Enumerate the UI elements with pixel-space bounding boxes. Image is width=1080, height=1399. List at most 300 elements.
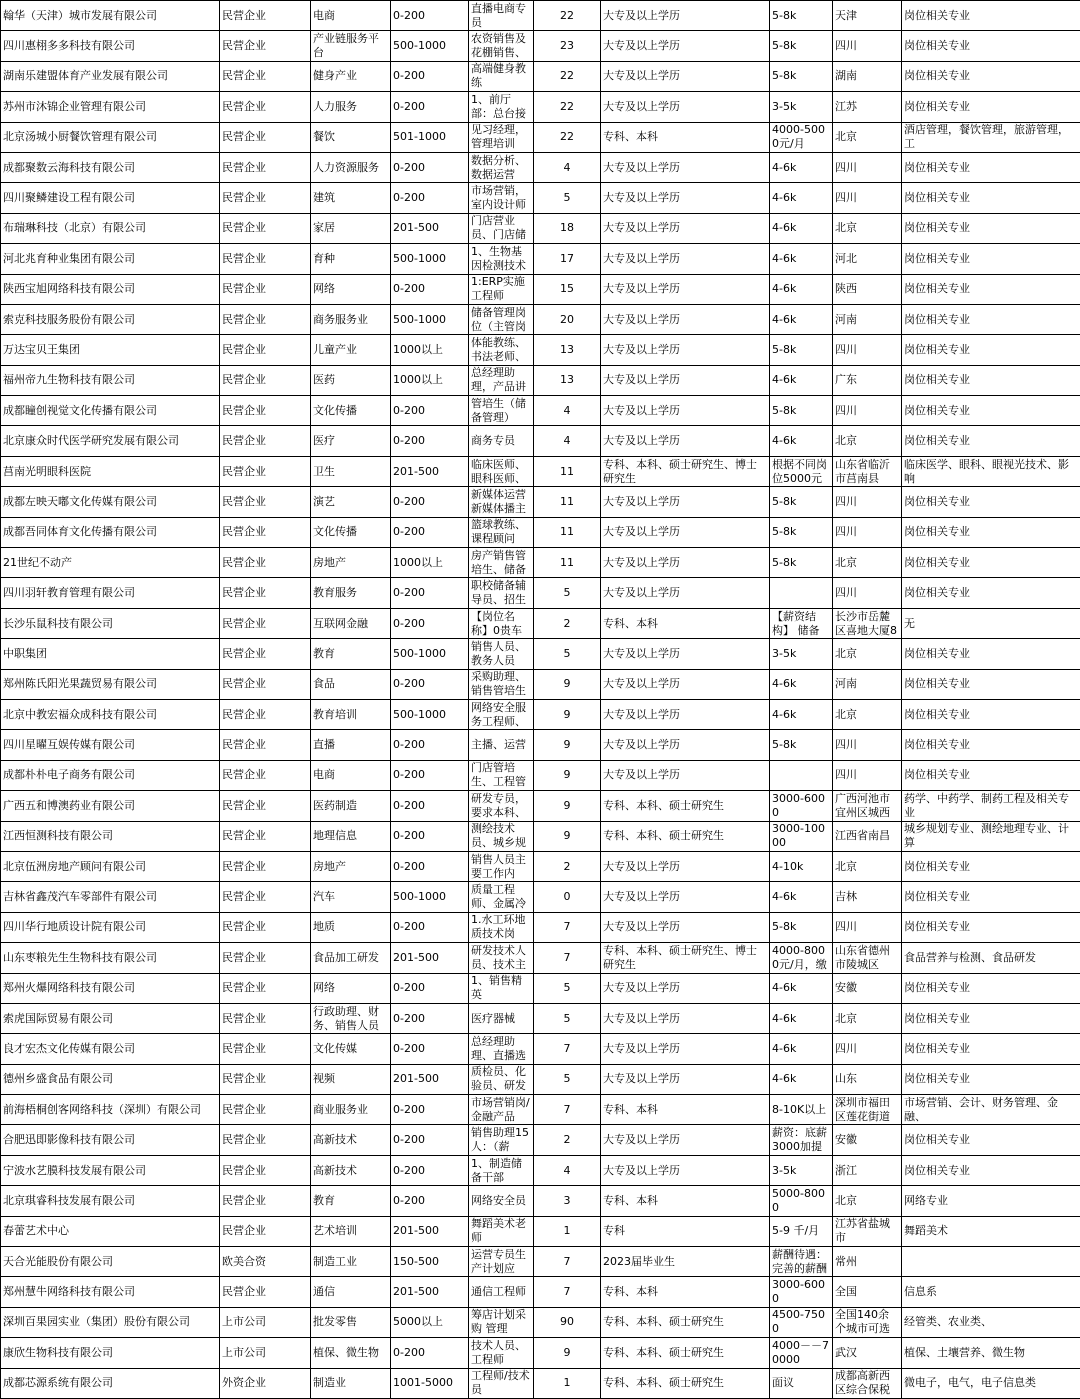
headcount-cell [534,61,601,91]
table-row [1,122,1080,152]
table-row [1,760,1080,790]
industry-cell [311,1125,391,1155]
company-type-cell [220,183,311,213]
cell-text: 网络专业 [904,1194,1078,1208]
cell-text: 专科、本科 [603,1103,767,1117]
position-cell [469,578,534,608]
education-cell [601,1338,770,1368]
location-cell [833,1095,902,1125]
company-type-cell [220,912,311,942]
position-cell [469,1,534,31]
company-type-cell [220,426,311,456]
major-cell [902,669,1080,699]
table-row [1,1034,1080,1064]
cell-text: 广西五和博澳药业有限公司 [3,799,217,813]
cell-text: 1:ERP实施工程师 [471,275,531,303]
major-cell [902,608,1080,638]
cell-text: 陕西 [835,282,899,296]
cell-text: 人力服务 [313,100,388,114]
cell-text: 4000-5000元/月 [772,123,830,151]
position-cell [469,487,534,517]
company-type-cell [220,1064,311,1094]
cell-text: 郑州陈氏阳光果蔬贸易有限公司 [3,677,217,691]
position-cell [469,699,534,729]
salary-cell [770,1155,833,1185]
cell-text: 3-5k [772,100,830,114]
cell-text: 4-6k [772,708,830,722]
cell-text: 北京康众时代医学研究发展有限公司 [3,434,217,448]
company-name-cell [1,1,220,31]
cell-text: 四川 [835,586,899,600]
education-cell [601,1247,770,1277]
location-cell [833,274,902,304]
company-size-cell [391,699,469,729]
cell-text: 职校储备辅导员、招生 [471,579,531,607]
major-cell [902,456,1080,486]
company-size-cell [391,274,469,304]
table-row [1,882,1080,912]
cell-text: 岗位相关专业 [904,373,1078,387]
location-cell [833,882,902,912]
education-cell [601,760,770,790]
cell-text: 北京 [835,647,899,661]
headcount-cell [534,912,601,942]
company-name-cell [1,943,220,973]
cell-text: 5 [536,981,598,995]
headcount-cell [534,1247,601,1277]
education-cell [601,851,770,881]
salary-cell [770,608,833,638]
cell-text: 大专及以上学历 [603,100,767,114]
location-cell [833,973,902,1003]
salary-cell [770,487,833,517]
industry-cell [311,791,391,821]
cell-text: 岗位相关专业 [904,860,1078,874]
company-type-cell [220,608,311,638]
position-cell [469,608,534,638]
cell-text: 大专及以上学历 [603,677,767,691]
company-size-cell [391,517,469,547]
location-cell [833,1216,902,1246]
industry-cell [311,31,391,61]
company-name-cell [1,183,220,213]
salary-cell [770,244,833,274]
cell-text: 四川 [835,404,899,418]
cell-text: 201-500 [393,1285,466,1299]
company-type-cell [220,517,311,547]
position-cell [469,1338,534,1368]
position-cell [469,1155,534,1185]
cell-text: 4-6k [772,282,830,296]
table-row [1,456,1080,486]
position-cell [469,882,534,912]
headcount-cell [534,699,601,729]
education-cell [601,973,770,1003]
position-cell [469,244,534,274]
headcount-cell [534,31,601,61]
cell-text: 郑州慧牛网络科技有限公司 [3,1285,217,1299]
cell-text: 民营企业 [222,951,308,965]
cell-text: 电商 [313,768,388,782]
cell-text: 河北 [835,252,899,266]
salary-cell [770,183,833,213]
cell-text: 4-6k [772,677,830,691]
cell-text: 大专及以上学历 [603,920,767,934]
cell-text: 家居 [313,221,388,235]
cell-text: 7 [536,1255,598,1269]
location-cell [833,304,902,334]
cell-text: 北京琪睿科技发展有限公司 [3,1194,217,1208]
cell-text: 民营企业 [222,39,308,53]
cell-text: 11 [536,495,598,509]
cell-text: 岗位相关专业 [904,343,1078,357]
location-cell [833,912,902,942]
cell-text: 专科、本科、硕士研究生、博士研究生 [603,944,767,972]
cell-text: 河南 [835,677,899,691]
cell-text: 21世纪不动产 [3,556,217,570]
company-name-cell [1,791,220,821]
industry-cell [311,730,391,760]
table-row [1,244,1080,274]
major-cell [902,821,1080,851]
cell-text: 2 [536,617,598,631]
position-cell [469,335,534,365]
major-cell [902,304,1080,334]
cell-text: 4-6k [772,313,830,327]
cell-text: 四川 [835,768,899,782]
cell-text: 郑州火爆网络科技有限公司 [3,981,217,995]
cell-text: 宁波水艺膜科技发展有限公司 [3,1164,217,1178]
cell-text: 植保、微生物 [313,1346,388,1360]
salary-cell [770,578,833,608]
cell-text: 民营企业 [222,981,308,995]
cell-text: 深圳市福田区莲花街道 [835,1096,899,1124]
location-cell [833,1338,902,1368]
table-row [1,183,1080,213]
cell-text: 民营企业 [222,1194,308,1208]
cell-text: 0-200 [393,1164,466,1178]
cell-text: 工程师/技术员 [471,1369,531,1397]
industry-cell [311,274,391,304]
cell-text: 艺术培训 [313,1224,388,1238]
cell-text: 7 [536,1285,598,1299]
industry-cell [311,1247,391,1277]
cell-text: 岗位相关专业 [904,1164,1078,1178]
education-cell [601,943,770,973]
cell-text: 临床医师、眼科医师、 [471,458,531,486]
cell-text: 500-1000 [393,708,466,722]
company-type-cell [220,578,311,608]
salary-cell [770,304,833,334]
headcount-cell [534,1155,601,1185]
location-cell [833,943,902,973]
cell-text: 13 [536,373,598,387]
cell-text: 北京 [835,221,899,235]
cell-text: 0-200 [393,282,466,296]
location-cell [833,1003,902,1033]
cell-text: 5 [536,1072,598,1086]
location-cell [833,426,902,456]
company-name-cell [1,760,220,790]
cell-text: 市场营销岗/金融产品 [471,1096,531,1124]
salary-cell [770,1095,833,1125]
cell-text: 0-200 [393,677,466,691]
position-cell [469,1125,534,1155]
cell-text: 商业服务业 [313,1103,388,1117]
company-size-cell [391,31,469,61]
headcount-cell [534,122,601,152]
company-name-cell [1,213,220,243]
cell-text: 长沙乐鼠科技有限公司 [3,617,217,631]
company-name-cell [1,699,220,729]
industry-cell [311,1307,391,1337]
cell-text: 专科、本科 [603,617,767,631]
headcount-cell [534,730,601,760]
company-size-cell [391,943,469,973]
major-cell [902,1186,1080,1216]
cell-text: 501-1000 [393,130,466,144]
cell-text: 合肥迅即影像科技有限公司 [3,1133,217,1147]
location-cell [833,548,902,578]
headcount-cell [534,1368,601,1398]
company-type-cell [220,730,311,760]
cell-text: 医疗 [313,434,388,448]
headcount-cell [534,1125,601,1155]
cell-text: 四川 [835,525,899,539]
cell-text: 5 [536,586,598,600]
cell-text: 岗位相关专业 [904,404,1078,418]
table-row [1,943,1080,973]
cell-text: 9 [536,799,598,813]
cell-text: 1000以上 [393,373,466,387]
cell-text: 0-200 [393,738,466,752]
industry-cell [311,669,391,699]
table-row [1,730,1080,760]
company-name-cell [1,61,220,91]
cell-text: 湖南 [835,69,899,83]
cell-text: 外资企业 [222,1376,308,1390]
cell-text: 专科、本科 [603,1194,767,1208]
company-type-cell [220,31,311,61]
table-row [1,517,1080,547]
cell-text: 四川羽轩教育管理有限公司 [3,586,217,600]
cell-text: 大专及以上学历 [603,525,767,539]
cell-text: 育种 [313,252,388,266]
cell-text: 北京汤城小厨餐饮管理有限公司 [3,130,217,144]
salary-cell [770,1125,833,1155]
cell-text: 欧美合资 [222,1255,308,1269]
company-name-cell [1,517,220,547]
company-size-cell [391,578,469,608]
cell-text: 岗位相关专业 [904,768,1078,782]
headcount-cell [534,1095,601,1125]
cell-text: 专科 [603,1224,767,1238]
education-cell [601,396,770,426]
company-name-cell [1,639,220,669]
company-size-cell [391,122,469,152]
cell-text: 房地产 [313,860,388,874]
cell-text: 大专及以上学历 [603,1072,767,1086]
salary-cell [770,365,833,395]
education-cell [601,426,770,456]
cell-text: 11 [536,465,598,479]
company-type-cell [220,1247,311,1277]
cell-text: 岗位相关专业 [904,9,1078,23]
major-cell [902,122,1080,152]
cell-text: 岗位相关专业 [904,161,1078,175]
company-name-cell [1,1186,220,1216]
cell-text: 9 [536,768,598,782]
location-cell [833,456,902,486]
company-type-cell [220,1307,311,1337]
cell-text: 5-8k [772,556,830,570]
company-name-cell [1,548,220,578]
cell-text: 0-200 [393,161,466,175]
major-cell [902,1247,1080,1277]
cell-text: 总经理助理，产品讲 [471,366,531,394]
cell-text: 大专及以上学历 [603,556,767,570]
cell-text: 【岗位名称】0贵车 [471,610,531,638]
table-row [1,1216,1080,1246]
cell-text: 500-1000 [393,313,466,327]
company-name-cell [1,882,220,912]
cell-text: 管培生（储备管理） [471,397,531,425]
cell-text: 岗位相关专业 [904,981,1078,995]
cell-text: 销售人员、教务人员 [471,640,531,668]
cell-text: 0-200 [393,100,466,114]
cell-text: 民营企业 [222,221,308,235]
headcount-cell [534,851,601,881]
cell-text: 民营企业 [222,920,308,934]
location-cell [833,1064,902,1094]
company-size-cell [391,1125,469,1155]
company-size-cell [391,426,469,456]
major-cell [902,274,1080,304]
company-size-cell [391,335,469,365]
salary-cell [770,1368,833,1398]
headcount-cell [534,213,601,243]
company-type-cell [220,548,311,578]
table-row [1,851,1080,881]
cell-text: 舞蹈美术 [904,1224,1078,1238]
headcount-cell [534,274,601,304]
cell-text: 四川华行地质设计院有限公司 [3,920,217,934]
cell-text: 3 [536,1194,598,1208]
location-cell [833,730,902,760]
cell-text: 四川 [835,161,899,175]
cell-text: 0-200 [393,525,466,539]
salary-cell [770,1247,833,1277]
cell-text: 岗位相关专业 [904,39,1078,53]
cell-text: 四川惠栩多多科技有限公司 [3,39,217,53]
cell-text: 湖南乐建盟体育产业发展有限公司 [3,69,217,83]
table-row [1,1125,1080,1155]
company-type-cell [220,304,311,334]
cell-text: 大专及以上学历 [603,647,767,661]
cell-text: 201-500 [393,465,466,479]
company-size-cell [391,639,469,669]
major-cell [902,365,1080,395]
cell-text: 11 [536,525,598,539]
company-size-cell [391,1216,469,1246]
industry-cell [311,1095,391,1125]
table-row [1,61,1080,91]
table-row [1,396,1080,426]
cell-text: 4500-7500 [772,1308,830,1336]
company-name-cell [1,92,220,122]
industry-cell [311,92,391,122]
position-cell [469,1368,534,1398]
company-size-cell [391,1307,469,1337]
location-cell [833,396,902,426]
cell-text: 岗位相关专业 [904,525,1078,539]
cell-text: 0-200 [393,1194,466,1208]
cell-text: 大专及以上学历 [603,404,767,418]
position-cell [469,92,534,122]
cell-text: 1001-5000 [393,1376,466,1390]
cell-text: 0-200 [393,9,466,23]
position-cell [469,274,534,304]
table-row [1,912,1080,942]
cell-text: 上市公司 [222,1346,308,1360]
cell-text: 5-8k [772,9,830,23]
cell-text: 民营企业 [222,191,308,205]
cell-text: 0-200 [393,495,466,509]
company-name-cell [1,335,220,365]
cell-text: 研发技术人员、技术主 [471,944,531,972]
cell-text: 3-5k [772,1164,830,1178]
company-size-cell [391,487,469,517]
cell-text: 面议 [772,1376,830,1390]
education-cell [601,699,770,729]
cell-text: 产业链服务平台 [313,32,388,60]
education-cell [601,365,770,395]
company-name-cell [1,973,220,1003]
company-type-cell [220,1155,311,1185]
table-row [1,304,1080,334]
headcount-cell [534,973,601,1003]
cell-text: 餐饮 [313,130,388,144]
company-type-cell [220,1216,311,1246]
cell-text: 0-200 [393,1346,466,1360]
cell-text: 专科、本科 [603,130,767,144]
cell-text: 5-9 千/月 [772,1224,830,1238]
company-type-cell [220,1034,311,1064]
location-cell [833,760,902,790]
industry-cell [311,760,391,790]
table-row [1,699,1080,729]
industry-cell [311,699,391,729]
cell-text: 民营企业 [222,434,308,448]
cell-text: 门店营业员、门店储 [471,214,531,242]
salary-cell [770,791,833,821]
cell-text: 9 [536,829,598,843]
location-cell [833,213,902,243]
cell-text: 城乡规划专业、测绘地理专业、计算 [904,822,1078,850]
cell-text: 成都瞳创视觉文化传播有限公司 [3,404,217,418]
cell-text: 岗位相关专业 [904,677,1078,691]
cell-text: 大专及以上学历 [603,221,767,235]
cell-text: 福州帝九生物科技有限公司 [3,373,217,387]
cell-text: 22 [536,9,598,23]
industry-cell [311,304,391,334]
company-size-cell [391,548,469,578]
cell-text: 文化传播 [313,525,388,539]
company-type-cell [220,1,311,31]
salary-cell [770,122,833,152]
position-cell [469,548,534,578]
cell-text: 3-5k [772,647,830,661]
